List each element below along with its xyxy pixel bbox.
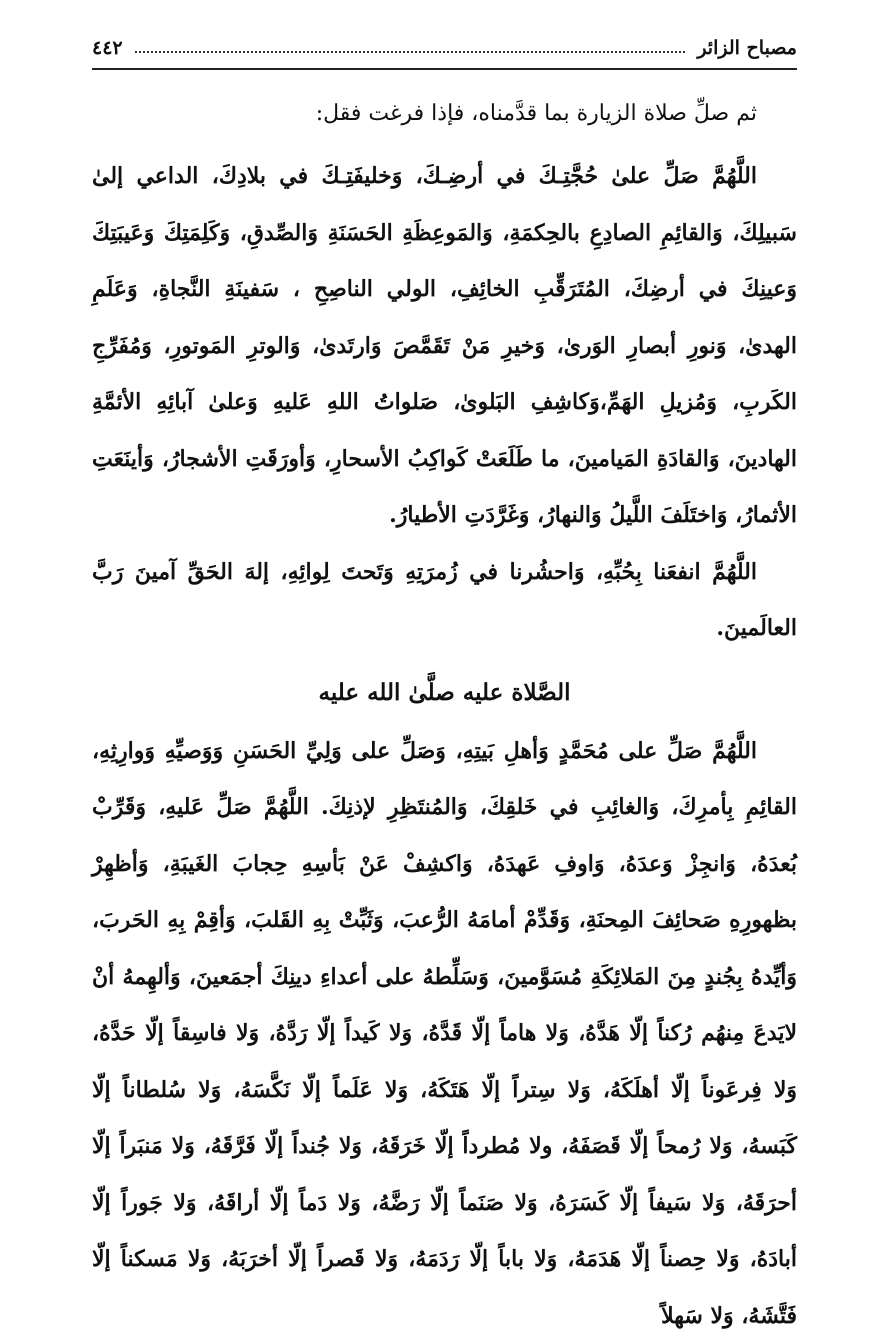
page-body <box>92 86 797 1344</box>
header-rule <box>92 68 797 70</box>
page-number: ٤٤٢ <box>92 37 123 59</box>
supplication-paragraph-1: اللَّهُمَّ صَلِّ علىٰ حُجَّتِـكَ في أرضِـكَ، وَخليفَتِـكَ في بلادِكَ، الداعي إلىٰ سَبيلِكَ، وَالقائِمِ الصادِعِ بالحِكمَةِ، وَالمَوعِظَةِ الحَسَنَةِ وَالصِّدقِ، وَكَلِمَتِكَ وَعَيبَتِكَ وَعينِكَ في أرضِكَ، المُتَرَقِّبِ الخائِفِ، الولي الناصِحِ ، سَفينَةِ النَّجاةِ، وَعَلَمِ الهدىٰ، وَنورِ أبصارِ الوَرىٰ، وَخيرِ مَنْ تَقَمَّصَ وَارتَدىٰ، وَالوترِ المَوتورِ، وَمُفَرِّجِ الكَربِ، وَمُزيلِ الهَمِّ،وَكاشِفِ البَلوىٰ، صَلواتُ اللهِ عَليهِ وَعلىٰ آبائِهِ الأئمَّةِ الهادينَ، وَالقادَةِ المَيامينَ، ما طَلَعَتْ كَواكِبُ الأسحارِ، وَأورَقَتِ الأشجارُ، وَأينَعَتِ الأثمارُ، وَاختَلَفَ اللَّيلُ وَالنهارُ، وَغَرَّدَتِ الأطيارُ. <box>92 148 797 544</box>
running-header <box>92 30 797 66</box>
supplication-paragraph-3: اللَّهُمَّ صَلِّ على مُحَمَّدٍ وَأهلِ بَيتِهِ، وَصَلِّ على وَلِيِّ الحَسَنِ وَوَصيِّهِ وَوارِثِهِ، القائِمِ بِأمرِكَ، وَالغائِبِ في خَلقِكَ، وَالمُنتَظِرِ لإذنِكَ. اللَّهُمَّ صَلِّ عَليهِ، وَقَرِّبْ بُعدَهُ، وَانجِزْ وَعدَهُ، وَاوفِ عَهدَهُ، وَاكشِفْ عَنْ بَأسِهِ حِجابَ الغَيبَةِ، وَأظهِرْ بظهورِهِ صَحائِفَ المِحنَةِ، وَقَدِّمْ أمامَهُ الرُّعبَ، وَثَبِّتْ بِهِ القَلبَ، وَأقِمْ بِهِ الحَربَ، وَأيِّدهُ بِجُندٍ مِنَ المَلائِكَةِ مُسَوَّمينَ، وَسَلِّطهُ على أعداءِ دينِكَ أجمَعينَ، وَألهِمهُ أنْ لايَدعَ مِنهُم رُكناً إلّا هَدَّهُ، وَلا هاماً إلّا قَدَّهُ، وَلا كَيداً إلّا رَدَّهُ، وَلا فاسِقاً إلّا حَدَّهُ، وَلا فِرعَوناً إلّا أهلَكَهُ، وَلا سِتراً إلّا هَتَكَهُ، وَلا عَلَماً إلّا نَكَّسَهُ، وَلا سُلطاناً إلّا كَبَسهُ، وَلا رُمحاً إلّا قَصَفَهُ، ولا مُطرداً إلّا خَرَقَهُ، وَلا جُنداً إلّا فَرَّقَهُ، وَلا مَنبَراً إلّا أحرَقَهُ، وَلا سَيفاً إلّا كَسَرَهُ، وَلا صَنَماً إلّا رَضَّهُ، وَلا دَماً إلّا أراقَهُ، وَلا جَوراً إلّا أبادَهُ، وَلا حِصناً إلّا هَدَمَهُ، وَلا باباً إلّا رَدَمَهُ، وَلا قَصراً إلّا أخرَبَهُ، وَلا مَسكناً إلّا فَتَّشَهُ، وَلا سَهلاً <box>92 723 797 1344</box>
dotted-leader <box>135 51 686 53</box>
supplication-paragraph-2: اللَّهُمَّ انفعَنا بِحُبِّهِ، وَاحشُرنا في زُمرَتِهِ وَتَحتَ لِوائِهِ، إلهَ الحَقِّ آمينَ رَبَّ العالَمينَ. <box>92 544 797 657</box>
section-heading: الصَّلاة عليه صلَّىٰ الله عليه <box>92 663 797 723</box>
intro-line: ثم صلِّ صلاة الزيارة بما قدَّمناه، فإذا فرغت فقل: <box>92 86 757 142</box>
book-title: مصباح الزائر <box>697 37 797 59</box>
